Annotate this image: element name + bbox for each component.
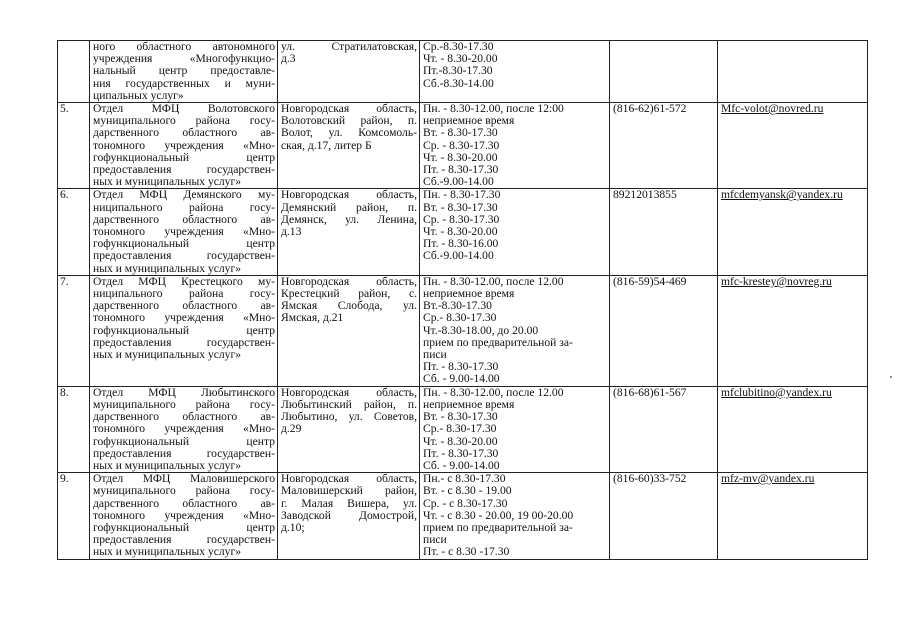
hours-line: Чт.-8.30-18.00, до 20.00	[423, 323, 539, 337]
name-line: предоставления государствен-	[93, 249, 275, 263]
hours-line: Вт. - 8.30-17.30	[423, 410, 498, 424]
table-row	[58, 473, 868, 559]
address-cell	[278, 473, 420, 559]
name-line: ных и муниципальных услуг»	[93, 348, 242, 362]
name-line: дарственного областного ав-	[93, 496, 275, 510]
email-link[interactable]: mfcdemyansk@yandex.ru	[721, 188, 843, 202]
phone-cell: (816-60)33-752	[610, 473, 718, 559]
hours-cell	[420, 41, 610, 103]
address-line: Крестецкий район, с.	[281, 287, 417, 301]
hours-line: Вт. - 8.30-17.30	[423, 200, 498, 214]
name-line: Отдел МФЦ Любытинского	[93, 386, 275, 399]
phone-cell: (816-68)61-567	[610, 386, 718, 472]
address-line: Новгородская область,	[281, 275, 417, 288]
row-number-cell: 6.	[58, 189, 90, 275]
address-line: д.13	[281, 225, 302, 239]
name-line: предоставления государствен-	[93, 163, 275, 177]
name-line: ных и муниципальных услуг»	[93, 458, 242, 472]
address-cell	[278, 41, 420, 103]
name-line: Отдел МФЦ Маловишерского	[93, 472, 275, 486]
name-line: нальный центр предоставле-	[93, 64, 275, 78]
table-row	[58, 275, 868, 386]
name-line: тономного учреждения «Мно-	[93, 138, 275, 152]
email-cell	[718, 41, 868, 103]
name-line: Отдел МФЦ Волотовского	[93, 102, 275, 116]
email-link[interactable]: Mfc-volot@novred.ru	[721, 102, 824, 116]
hours-line: Сб. - 9.00-14.00	[423, 372, 500, 386]
hours-line: Сб.-9.00-14.00	[423, 249, 494, 263]
hours-line: прием по предварительной за-	[423, 335, 573, 349]
email-link[interactable]: mfz-mv@yandex.ru	[721, 472, 815, 486]
name-line: гофункциональный центр	[93, 323, 275, 337]
name-line: Отдел МФЦ Крестецкого му-	[93, 275, 275, 288]
row-number-cell: 9.	[58, 473, 90, 559]
name-line: ных и муниципальных услуг»	[93, 261, 242, 275]
hours-line: Ср. - 8.30-17.30	[423, 212, 500, 226]
hours-line: неприемное время	[423, 114, 515, 128]
name-line: предоставления государствен-	[93, 446, 275, 460]
table-row	[58, 189, 868, 275]
hours-line: Пн. - 8.30-12.00, после 12.00	[423, 275, 564, 288]
name-cell	[90, 473, 278, 559]
address-line: Заводской Домострой,	[281, 508, 417, 522]
name-line: предоставления государствен-	[93, 335, 275, 349]
address-cell	[278, 275, 420, 386]
address-line: Новгородская область,	[281, 188, 417, 202]
hours-line: Ср.-8.30-17.30	[423, 40, 494, 53]
hours-line: Сб.-8.30-14.00	[423, 76, 494, 90]
address-line: Волотовский район, п.	[281, 114, 417, 128]
name-line: тономного учреждения «Мно-	[93, 422, 275, 436]
address-line: Волот, ул. Комсомоль-	[281, 126, 417, 140]
address-line: г. Малая Вишера, ул.	[281, 496, 417, 510]
name-line: дарственного областного ав-	[93, 212, 275, 226]
name-line: ных и муниципальных услуг»	[93, 545, 242, 559]
name-line: дарственного областного ав-	[93, 299, 275, 313]
hours-cell	[420, 103, 610, 189]
address-line: ул. Стратилатовская,	[281, 40, 417, 53]
name-line: муниципального района госу-	[93, 114, 275, 128]
name-line: ния государственных и муни-	[93, 76, 275, 90]
address-cell	[278, 189, 420, 275]
email-cell	[718, 189, 868, 275]
address-line: Ямская Слобода, ул.	[281, 299, 417, 313]
name-cell	[90, 41, 278, 103]
address-cell	[278, 386, 420, 472]
hours-line: Ср.- 8.30-17.30	[423, 422, 497, 436]
hours-line: Вт. - 8.30-17.30	[423, 126, 498, 140]
hours-line: писи	[423, 348, 447, 362]
phone-cell	[610, 41, 718, 103]
row-number-cell: 5.	[58, 103, 90, 189]
address-line: Маловишерский район,	[281, 484, 417, 498]
name-line: Отдел МФЦ Демянского му-	[93, 188, 275, 202]
hours-line: Вт.-8.30-17.30	[423, 299, 492, 313]
address-line: Новгородская область,	[281, 386, 417, 399]
name-line: предоставления государствен-	[93, 533, 275, 547]
table-row	[58, 386, 868, 472]
name-line: ного областного автономного	[93, 40, 275, 53]
row-number-cell: 8.	[58, 386, 90, 472]
name-line: ниципального района госу-	[93, 200, 275, 214]
name-line: дарственного областного ав-	[93, 126, 275, 140]
hours-line: Сб. - 9.00-14.00	[423, 458, 500, 472]
name-line: ниципального района госу-	[93, 287, 275, 301]
email-cell	[718, 275, 868, 386]
hours-line: писи	[423, 533, 447, 547]
table-row	[58, 41, 868, 103]
name-line: ципальных услуг»	[93, 88, 184, 102]
address-line: Новгородская область,	[281, 102, 417, 116]
phone-cell: 89212013855	[610, 189, 718, 275]
email-link[interactable]: mfclubitino@yandex.ru	[721, 386, 832, 399]
email-cell	[718, 103, 868, 189]
address-cell	[278, 103, 420, 189]
name-line: ных и муниципальных услуг»	[93, 175, 242, 189]
hours-cell	[420, 386, 610, 472]
name-cell	[90, 189, 278, 275]
hours-line: Ср. - с 8.30-17.30	[423, 496, 508, 510]
hours-line: прием по предварительной за-	[423, 520, 573, 534]
hours-line: Пн. - 8.30-12.00, после 12:00	[423, 102, 564, 116]
name-cell	[90, 386, 278, 472]
name-line: тономного учреждения «Мно-	[93, 311, 275, 325]
name-line: муниципального района госу-	[93, 484, 275, 498]
scan-artifact-dot	[890, 376, 892, 378]
address-line: д.3	[281, 52, 296, 66]
table-body	[58, 41, 868, 560]
address-line: д.29	[281, 422, 302, 436]
address-line: Новгородская область,	[281, 472, 417, 486]
email-link[interactable]: mfc-krestey@novreg.ru	[721, 275, 832, 288]
name-line: гофункциональный центр	[93, 150, 275, 164]
hours-line: Вт. - с 8.30 - 19.00	[423, 484, 512, 498]
hours-line: Пт.-8.30-17.30	[423, 64, 493, 78]
name-line: муниципального района госу-	[93, 397, 275, 411]
email-cell	[718, 473, 868, 559]
address-line: Любытино, ул. Советов,	[281, 410, 417, 424]
hours-line: Пн. - 8.30-17.30	[423, 188, 501, 202]
name-cell	[90, 275, 278, 386]
hours-line: Пт. - 8.30-17.30	[423, 360, 499, 374]
phone-cell: (816-62)61-572	[610, 103, 718, 189]
address-line: Любытинский район, п.	[281, 397, 417, 411]
hours-line: Сб.-9.00-14.00	[423, 175, 494, 189]
name-line: тономного учреждения «Мно-	[93, 508, 275, 522]
name-line: дарственного областного ав-	[93, 410, 275, 424]
address-line: ская, д.17, литер Б	[281, 138, 372, 152]
row-number-cell	[58, 41, 90, 103]
address-line: Демянск, ул. Ленина,	[281, 212, 417, 226]
hours-cell	[420, 189, 610, 275]
address-line: д.10;	[281, 520, 305, 534]
hours-cell	[420, 275, 610, 386]
name-line: тономного учреждения «Мно-	[93, 225, 275, 239]
phone-cell: (816-59)54-469	[610, 275, 718, 386]
hours-line: Чт. - с 8.30 - 20.00, 19 00-20.00	[423, 508, 574, 522]
hours-line: Чт. - 8.30-20.00	[423, 52, 498, 66]
mfc-offices-table	[57, 40, 868, 560]
hours-line: Чт. - 8.30-20.00	[423, 434, 498, 448]
hours-line: Чт. - 8.30-20.00	[423, 225, 498, 239]
address-line: Ямская, д.21	[281, 311, 344, 325]
name-line: гофункциональный центр	[93, 237, 275, 251]
table-row	[58, 103, 868, 189]
hours-line: Ср.- 8.30-17.30	[423, 311, 497, 325]
hours-line: Чт. - 8.30-20.00	[423, 150, 498, 164]
hours-line: неприемное время	[423, 397, 515, 411]
hours-line: неприемное время	[423, 287, 515, 301]
hours-line: Пн. - 8.30-12.00, после 12.00	[423, 386, 564, 399]
name-cell	[90, 103, 278, 189]
hours-line: Ср. - 8.30-17.30	[423, 138, 500, 152]
hours-line: Пт. - 8.30-16.00	[423, 237, 499, 251]
address-line: Демянский район, п.	[281, 200, 417, 214]
name-line: учреждения «Многофункцио-	[93, 52, 275, 66]
hours-line: Пт. - с 8.30 -17.30	[423, 545, 510, 559]
hours-line: Пн.- с 8.30-17.30	[423, 472, 506, 486]
name-line: гофункциональный центр	[93, 520, 275, 534]
row-number-cell: 7.	[58, 275, 90, 386]
email-cell	[718, 386, 868, 472]
hours-line: Пт. - 8.30-17.30	[423, 163, 499, 177]
name-line: гофункциональный центр	[93, 434, 275, 448]
hours-cell	[420, 473, 610, 559]
hours-line: Пт. - 8.30-17.30	[423, 446, 499, 460]
